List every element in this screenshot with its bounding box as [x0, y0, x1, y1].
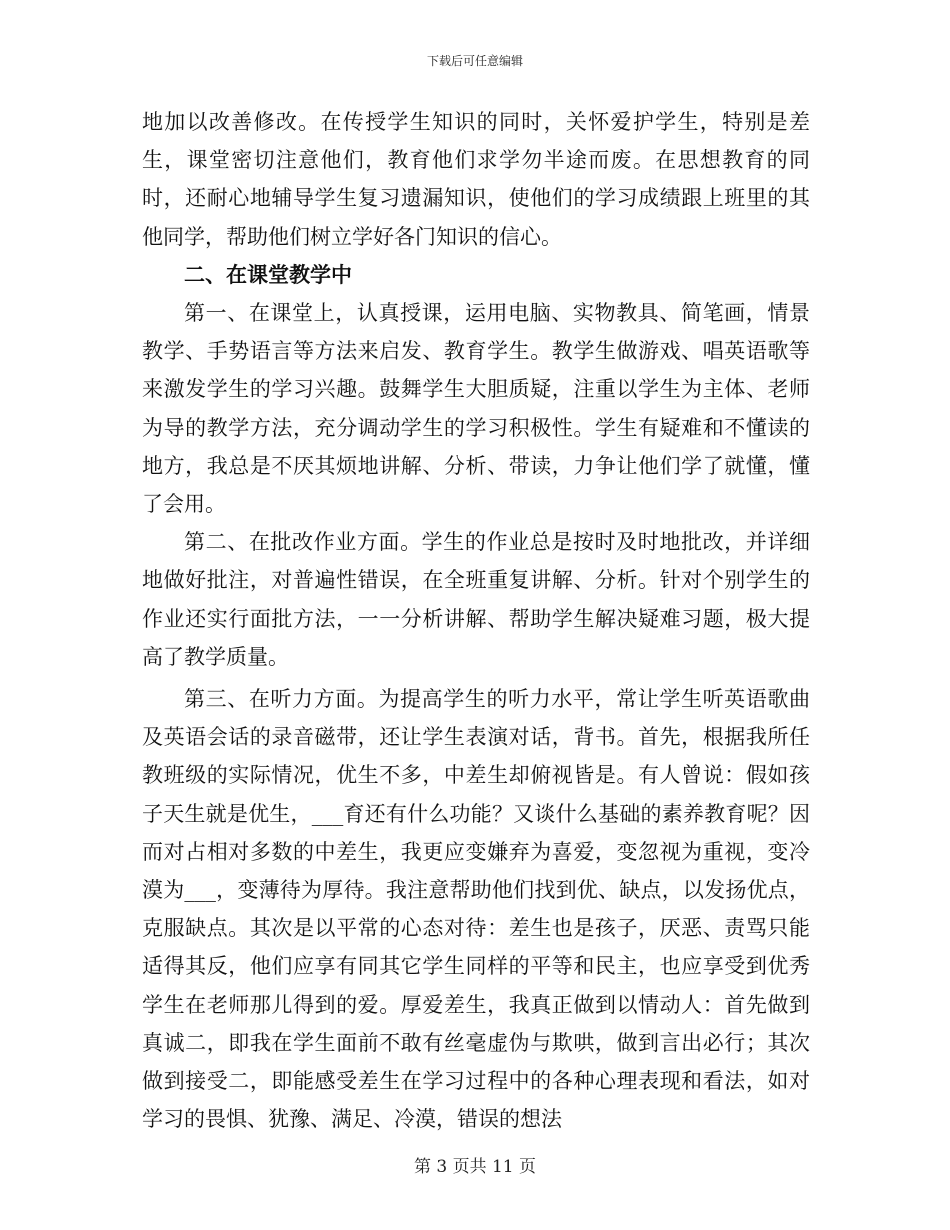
document-body	[142, 103, 810, 1138]
section-heading: 二、在课堂教学中	[184, 261, 352, 287]
page-header: 下载后可任意编辑	[426, 54, 523, 68]
paragraph-first: 第一、在课堂上，认真授课，运用电脑、实物教具、简笔画，情景教学、手势语言等方法来启发、教育学生。教学生做游戏、唱英语歌等来激发学生的学习兴趣。鼓舞学生大胆质疑，注重以学生为主体、老师为导的教学方法，充分调动学生的学习积极性。学生有疑难和不懂读的地方，我总是不厌其烦地讲解、分析、带读，力争让他们学了就懂，懂了会用。	[142, 301, 810, 517]
paragraph-continuation: 地加以改善修改。在传授学生知识的同时，关怀爱护学生，特别是差生，课堂密切注意他们，教育他们求学勿半途而废。在思想教育的同时，还耐心地辅导学生复习遗漏知识，使他们的学习成绩跟上班里的其他同学，帮助他们树立学好各门知识的信心。	[142, 110, 810, 249]
page-footer: 第 3 页共 11 页	[413, 1157, 537, 1177]
paragraph-second: 第二、在批改作业方面。学生的作业总是按时及时地批改，并详细地做好批注，对普遍性错误，在全班重复讲解、分析。针对个别学生的作业还实行面批方法，一一分析讲解、帮助学生解决疑难习题，极大提高了教学质量。	[142, 530, 810, 669]
paragraph-third: 第三、在听力方面。为提高学生的听力水平，常让学生听英语歌曲及英语会话的录音磁带，还让学生表演对话，背书。首先，根据我所任教班级的实际情况，优生不多，中差生却俯视皆是。有人曾说：假如孩子天生就是优生，___育还有什么功能？又谈什么基础的素养教育呢？因而对占相对多数的中差生，我更应变嫌弃为喜爱，变忽视为重视，变冷漠为___，变薄待为厚待。我注意帮助他们找到优、缺点，以发扬优点，克服缺点。其次是以平常的心态对待：差生也是孩子，厌恶、责骂只能适得其反，他们应享有同其它学生同样的平等和民主，也应享受到优秀学生在老师那儿得到的爱。厚爱差生，我真正做到以情动人：首先做到真诚二，即我在学生面前不敢有丝毫虚伪与欺哄，做到言出必行；其次做到接受二，即能感受差生在学习过程中的各种心理表现和看法，如对学习的畏惧、犹豫、满足、冷漠，错误的想法	[142, 687, 810, 1132]
